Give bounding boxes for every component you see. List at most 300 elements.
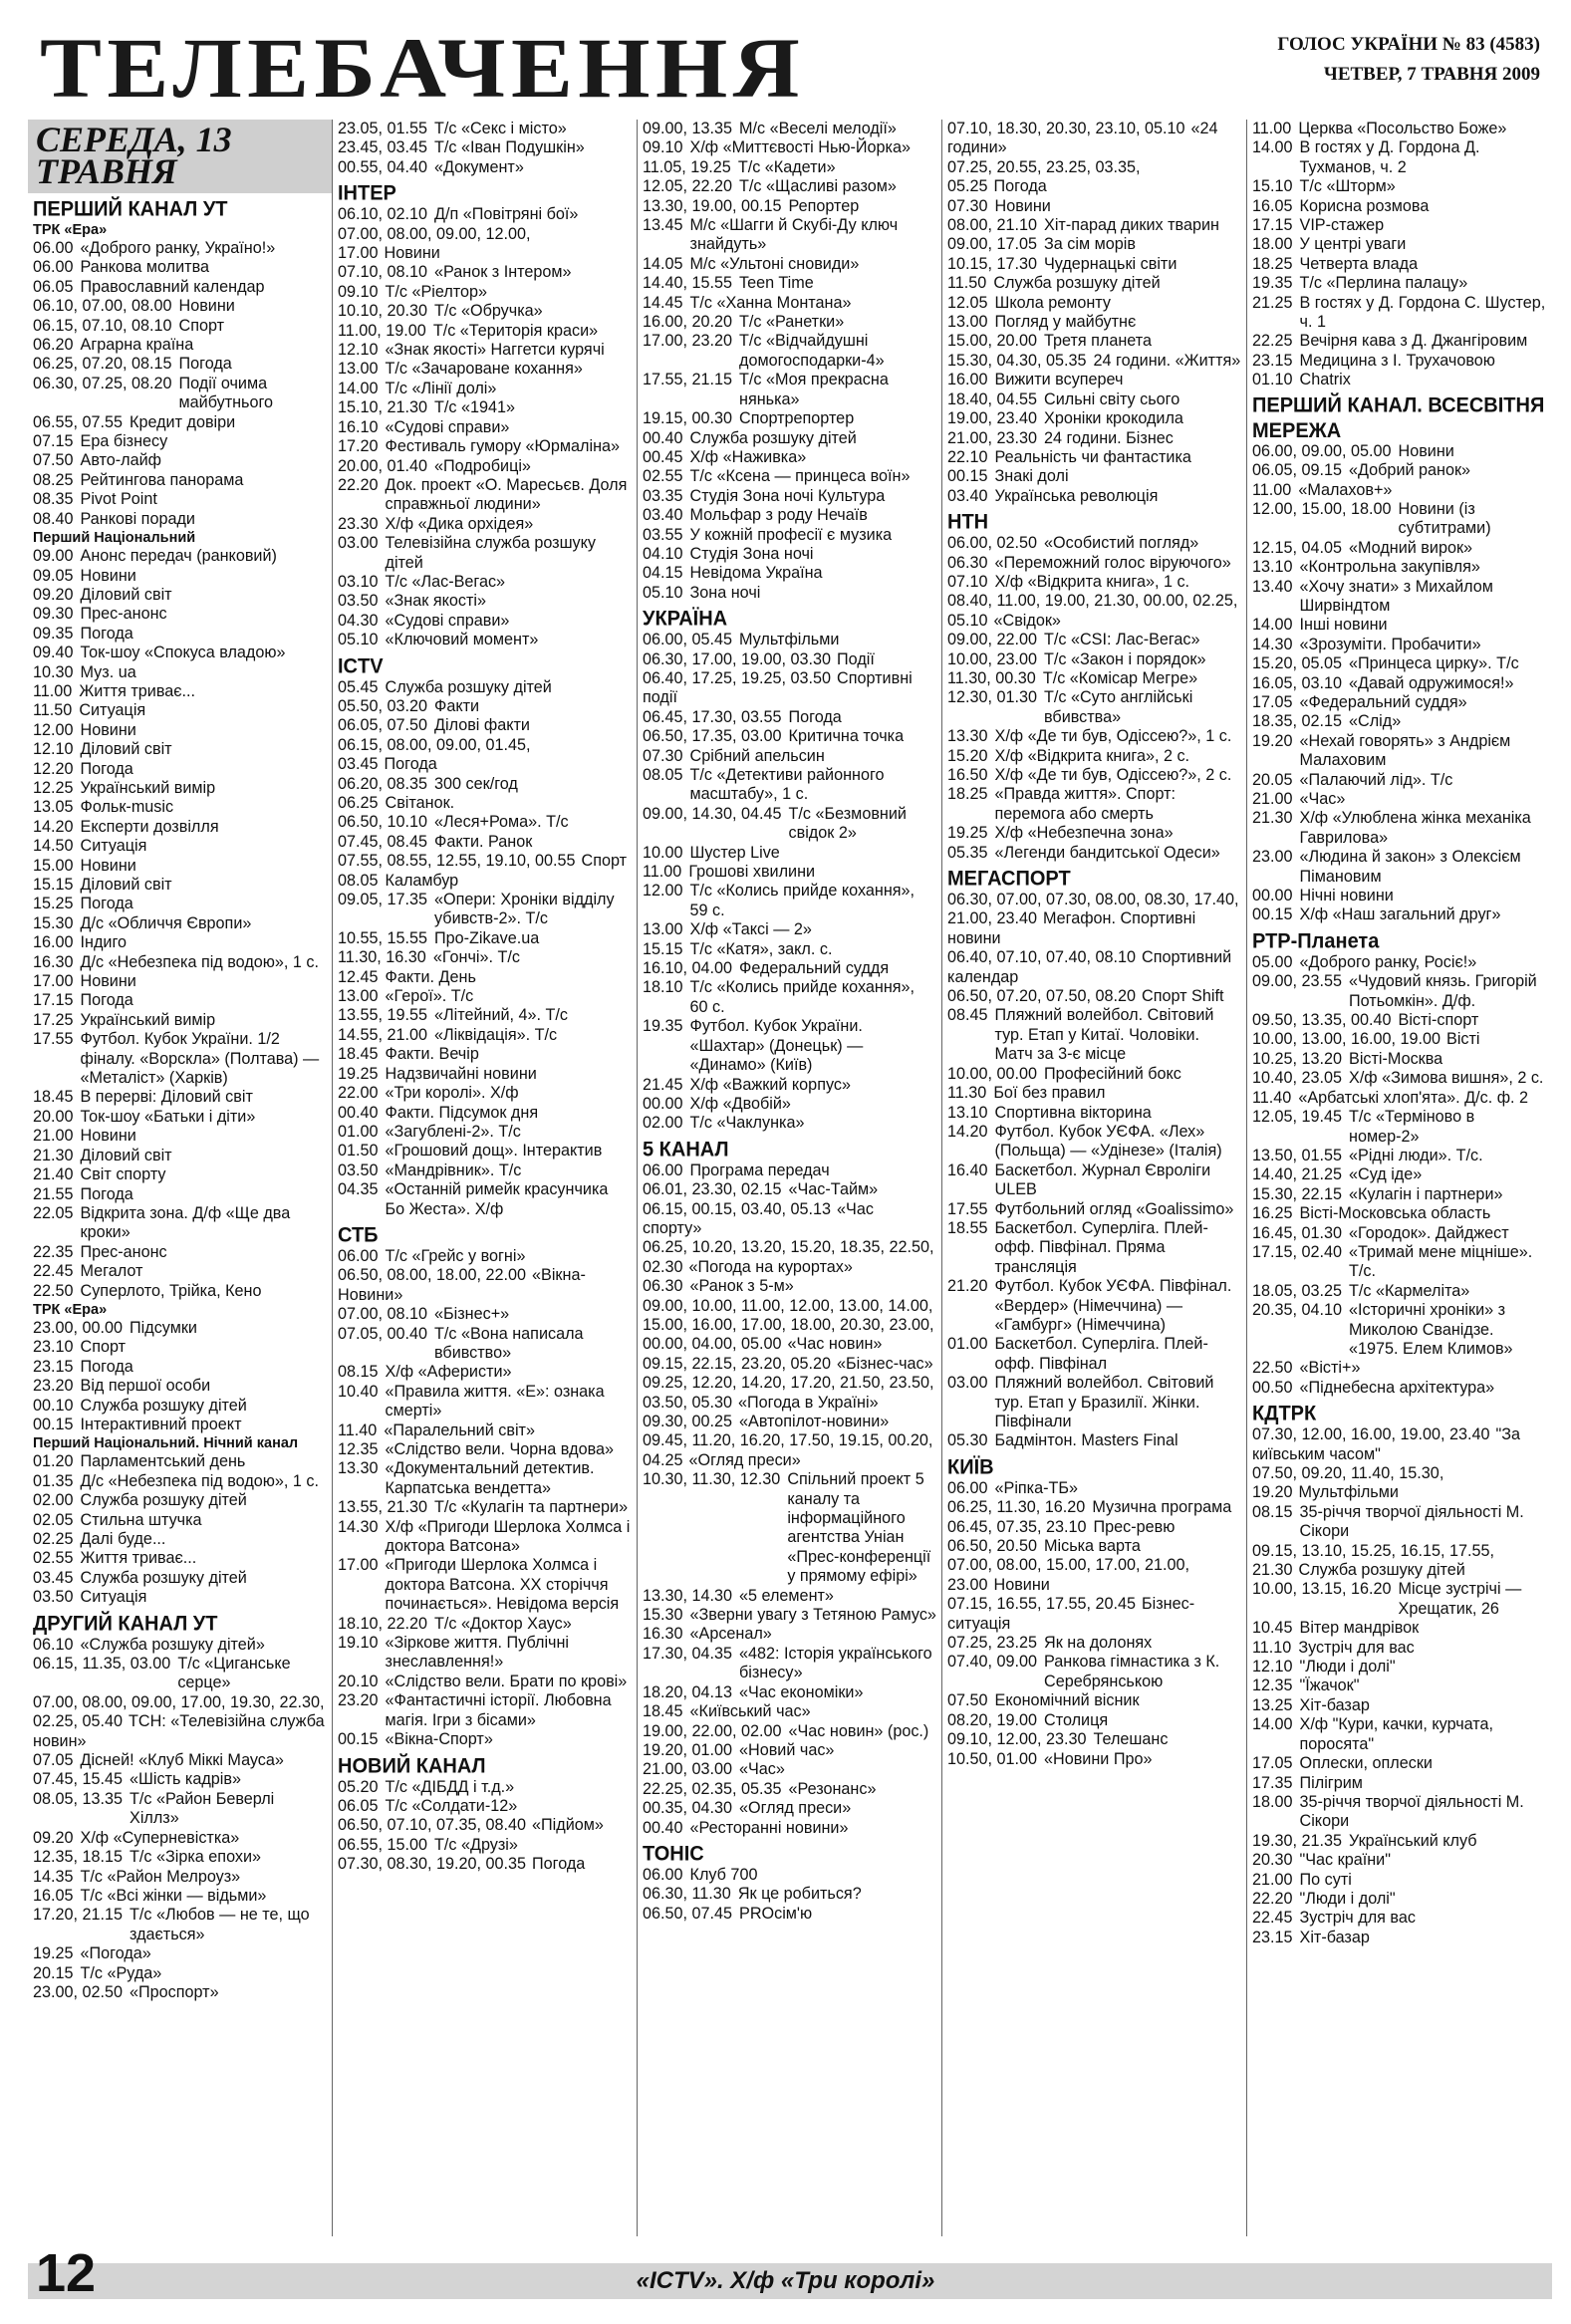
air-time: 15.15 — [643, 939, 683, 958]
program-title: Т/с «Перлина палацу» — [1299, 274, 1468, 293]
air-time: 02.05 — [33, 1510, 74, 1529]
program-title: "Їжачок" — [1299, 1677, 1360, 1695]
air-time: 09.10 — [643, 138, 683, 157]
program-title: Погода — [80, 1357, 133, 1376]
program-title: Вижити всупереч — [994, 371, 1124, 389]
program-title: Світанок. — [385, 794, 455, 812]
program-title: Ранкова молитва — [80, 258, 209, 277]
listing-entry — [947, 948, 1241, 987]
program-title: Спортивні події — [643, 668, 913, 707]
listing-entry — [947, 1200, 1241, 1219]
listing-entry — [33, 1530, 327, 1549]
air-time: 22.25 — [1252, 332, 1293, 351]
listing-entry — [1252, 1379, 1547, 1398]
air-time: 18.55 — [947, 1218, 988, 1237]
program-title: «Новини Про» — [1044, 1749, 1153, 1768]
listing-entry — [338, 1673, 632, 1691]
channel-heading: 5 КАНАЛ — [643, 1138, 729, 1162]
air-time: 06.15, 11.35, 03.00 — [33, 1655, 171, 1674]
program-title: Спортрепортер — [739, 409, 855, 428]
air-time: 07.05 — [33, 1751, 74, 1770]
program-title: «24 години» — [947, 120, 1218, 157]
listing-entry — [643, 467, 936, 486]
air-time: 06.25 — [338, 794, 379, 812]
listing-entry — [33, 336, 327, 355]
air-time: 07.30, 08.30, 19.20, 00.35 — [338, 1855, 527, 1874]
air-time: 05.10 — [643, 583, 683, 602]
air-time: 10.00, 13.15, 16.20 — [1252, 1580, 1392, 1599]
listing-entry — [33, 432, 327, 451]
listing-entry — [33, 1165, 327, 1184]
air-time: 06.50, 20.50 — [947, 1537, 1038, 1556]
program-title: Православний календар — [80, 277, 265, 296]
air-time: 09.05 — [33, 566, 74, 585]
listing-entry — [947, 1691, 1241, 1710]
program-title: Погода — [788, 707, 842, 726]
listing-entry — [338, 794, 632, 813]
masthead — [28, 18, 1552, 129]
program-title: Т/с «Лас-Вегас» — [385, 572, 506, 591]
listing-entry — [33, 721, 327, 740]
air-time: 15.10, 21.30 — [338, 398, 428, 417]
air-time: 13.10 — [947, 1103, 988, 1122]
listing-entry — [33, 1906, 327, 1944]
listing-entry — [338, 1797, 632, 1816]
air-time: 06.00, 05.45 — [643, 631, 733, 649]
air-time: 13.05 — [33, 798, 74, 817]
air-time: 22.50 — [1252, 1359, 1293, 1378]
listing-entry — [33, 644, 327, 662]
program-title: «Рідні люди». Т/с. — [1349, 1146, 1483, 1164]
sub-channel-heading: Перший Національний. Нічний канал — [33, 1435, 299, 1452]
air-time: 01.00 — [338, 1122, 379, 1141]
listing-entry — [643, 1431, 936, 1470]
listing-entry — [643, 120, 936, 138]
air-time: 03.00 — [338, 534, 379, 553]
listing-entry — [643, 747, 936, 766]
air-time: 15.10 — [1252, 177, 1293, 196]
listing-entry — [338, 1634, 632, 1673]
listing-entry — [1252, 636, 1547, 654]
air-time: 12.35 — [338, 1440, 379, 1458]
air-time: 14.45 — [643, 293, 683, 312]
air-time: 11.50 — [947, 274, 987, 293]
program-title: Служба розшуку дітей — [993, 274, 1161, 293]
listing-entry — [338, 302, 632, 321]
listing-entry — [643, 332, 936, 371]
listing-entry — [1252, 616, 1547, 635]
listing-entry — [338, 225, 632, 264]
air-time: 07.25, 23.25 — [947, 1634, 1038, 1653]
air-time: 01.20 — [33, 1452, 74, 1471]
program-title: Футбольний огляд «Goalissimo» — [994, 1199, 1234, 1218]
program-title: Пілігрим — [1299, 1773, 1363, 1792]
program-title: Погода — [80, 991, 133, 1010]
program-title: Спортивний календар — [947, 948, 1232, 986]
listing-entry — [947, 409, 1241, 428]
listing-entry — [947, 467, 1241, 486]
program-title: Український вимір — [80, 1010, 216, 1029]
program-title: Дісней! «Клуб Міккі Мауса» — [80, 1751, 284, 1770]
listing-entry — [643, 584, 936, 603]
air-time: 23.15 — [1252, 351, 1293, 370]
listing-entry — [947, 197, 1241, 216]
program-title: «Зрозуміти. Пробачити» — [1299, 635, 1481, 653]
air-time: 11.00 — [1252, 480, 1292, 499]
listing-entry — [1252, 771, 1547, 790]
program-title: Ера бізнесу — [80, 432, 168, 451]
listing-entry — [643, 564, 936, 583]
program-title: «Кулагін і партнери» — [1349, 1184, 1503, 1203]
listing-entry — [33, 1030, 327, 1088]
program-title: «Суд іде» — [1349, 1165, 1423, 1184]
program-title: Мегалот — [80, 1262, 143, 1281]
program-title: Х/ф «Де ти був, Одіссею?», 1 с. — [994, 727, 1232, 746]
air-time: 00.40 — [643, 428, 683, 447]
program-title: Вітер мандрівок — [1299, 1619, 1420, 1638]
listing-entry — [1252, 1929, 1547, 1947]
air-time: 17.35 — [1252, 1773, 1293, 1792]
air-time: 08.05 — [643, 766, 683, 784]
channel-heading: ДРУГИЙ КАНАЛ УТ — [33, 1612, 218, 1636]
listing-entry — [338, 1363, 632, 1382]
air-time: 23.45, 03.45 — [338, 138, 428, 157]
program-title: Діловий світ — [80, 1146, 172, 1164]
air-time: 09.15, 13.10, 15.25, 16.15, 17.55, 21.30 — [1252, 1541, 1495, 1580]
listing-entry — [1252, 1542, 1547, 1581]
listing-entry — [33, 471, 327, 490]
air-time: 22.05 — [33, 1203, 74, 1222]
air-time: 17.05 — [1252, 692, 1293, 711]
program-title: «Герої». Т/с — [385, 987, 474, 1006]
program-title: «Літейний, 4». Т/с — [434, 1006, 569, 1025]
listing-entry — [643, 863, 936, 882]
air-time: 06.01, 23.30, 02.15 — [643, 1180, 782, 1199]
listing-entry — [947, 573, 1241, 592]
listing-entry — [643, 1277, 936, 1296]
air-time: 19.30, 21.35 — [1252, 1831, 1343, 1850]
air-time: 09.20 — [33, 585, 74, 604]
program-title: Клуб 700 — [689, 1865, 758, 1884]
air-time: 17.15, 02.40 — [1252, 1242, 1343, 1261]
air-time: 11.40 — [1252, 1088, 1292, 1107]
program-title: Т/с «Територія краси» — [432, 321, 599, 340]
air-time: 06.15, 00.15, 03.40, 05.13 — [643, 1199, 832, 1218]
listing-entry — [338, 1325, 632, 1364]
program-title: Т/с «Секс і місто» — [434, 120, 567, 137]
listing-entry — [947, 1374, 1241, 1431]
listing-entry — [33, 451, 327, 470]
program-title: Спорт Shift — [1142, 987, 1224, 1006]
air-time: 21.30 — [1252, 809, 1293, 828]
air-time: 11.00 — [33, 681, 73, 700]
listing-entry — [1252, 1147, 1547, 1165]
channel-heading: ПЕРШИЙ КАНАЛ УТ — [33, 197, 228, 221]
listing-entry — [1252, 255, 1547, 274]
program-title: Хроніки крокодила — [1044, 409, 1183, 428]
listing-entry — [1252, 1658, 1547, 1677]
program-title: Аграрна країна — [80, 336, 194, 355]
listing-entry — [1252, 1165, 1547, 1184]
air-time: 19.20, 01.00 — [643, 1740, 733, 1759]
program-title: Хіт-базар — [1299, 1695, 1370, 1714]
listing-entry — [643, 1683, 936, 1702]
program-title: Т/с «1941» — [434, 398, 516, 417]
air-time: 17.00 — [33, 972, 74, 991]
program-title: Т/с «Район Беверлі Хіллз» — [130, 1789, 275, 1828]
air-time: 11.30, 00.30 — [947, 668, 1036, 687]
air-time: 21.00 — [1252, 1870, 1293, 1889]
air-time: 07.00, 08.00, 15.00, 17.00, 21.00, 23.00 — [947, 1556, 1190, 1594]
listing-entry — [643, 371, 936, 409]
program-title: Мегафон. Спортивні новини — [947, 909, 1196, 947]
program-title: По суті — [1299, 1870, 1352, 1889]
air-time: 10.25, 13.20 — [1252, 1049, 1343, 1068]
program-title: Т/с «Ріелтор» — [385, 282, 488, 301]
listing-entry — [947, 313, 1241, 332]
air-time: 21.55 — [33, 1184, 74, 1203]
listing-entry — [1252, 674, 1547, 693]
air-time: 01.00 — [947, 1335, 988, 1354]
listing-entry — [643, 1625, 936, 1644]
listing-entry — [643, 1017, 936, 1075]
air-time: 10.40 — [338, 1382, 379, 1401]
air-time: 23.20 — [33, 1377, 74, 1396]
air-time: 18.40, 04.55 — [947, 389, 1038, 408]
listing-entry — [33, 1282, 327, 1301]
air-time: 07.55, 08.55, 12.55, 19.10, 00.55 — [338, 852, 576, 871]
air-time: 14.40, 15.55 — [643, 274, 733, 293]
program-title: Баскетбол. Суперліга. Плей-офф. Півфінал. Пряма трансляція — [994, 1218, 1208, 1276]
air-time: 11.30, 16.30 — [338, 948, 426, 967]
listing-entry — [643, 487, 936, 506]
day-banner: СЕРЕДА, 13 ТРАВНЯ — [28, 120, 332, 193]
air-time: 15.30, 04.30, 05.35 — [947, 351, 1087, 370]
program-title: Т/с «Суто англійські вбивства» — [1044, 688, 1193, 726]
channel-heading: ПЕРШИЙ КАНАЛ. ВСЕСВІТНЯ МЕРЕЖА — [1252, 393, 1545, 442]
air-time: 00.10 — [33, 1396, 74, 1415]
air-time: 02.00 — [33, 1491, 74, 1510]
program-title: PROсім'ю — [739, 1904, 813, 1923]
listing-entry — [643, 409, 936, 428]
program-title: Студія Зона ночі — [689, 544, 814, 563]
program-title: Українська революція — [994, 486, 1159, 505]
air-time: 12.35, 18.15 — [33, 1848, 124, 1867]
program-title: Світ спорту — [80, 1165, 166, 1184]
program-title: «Особистий погляд» — [1044, 534, 1199, 553]
program-title: Служба розшуку дітей — [80, 1396, 247, 1415]
air-time: 03.40 — [947, 486, 988, 505]
listing-entry — [643, 138, 936, 157]
program-title: Футбол. Кубок УЄФА. «Лех» (Польща) — «Удінезе» (Італія) — [994, 1122, 1222, 1161]
air-time: 13.30, 14.30 — [643, 1586, 733, 1605]
air-time: 06.00 — [33, 239, 74, 257]
program-title: «Резонанс» — [788, 1779, 877, 1798]
air-time: 13.25 — [1252, 1695, 1293, 1714]
air-time: 02.00 — [643, 1114, 683, 1133]
air-time: 08.25 — [33, 470, 74, 489]
program-title: Погода — [384, 755, 437, 774]
program-title: Зустріч для вас — [1299, 1909, 1416, 1928]
air-time: 13.30 — [338, 1459, 379, 1478]
listing-entry — [643, 708, 936, 727]
program-title: Служба розшуку дітей — [689, 428, 857, 447]
program-title: Церква «Посольство Боже» — [1298, 120, 1507, 137]
listing-entry — [643, 1200, 936, 1239]
program-title: «Принцеса цирку». Т/с — [1349, 654, 1519, 673]
listing-entry — [33, 547, 327, 566]
listing-entry — [33, 625, 327, 644]
air-time: 13.00 — [338, 360, 379, 379]
program-title: Прес-анонс — [80, 1242, 167, 1261]
air-time: 03.45 — [33, 1568, 74, 1587]
program-title: Індиго — [80, 933, 127, 952]
program-title: Футбол. Кубок УЄФА. Півфінал. «Вердер» (Німеччина) — «Гамбург» (Німеччина) — [994, 1277, 1232, 1334]
program-title: Медицина з І. Трухачовою — [1299, 351, 1495, 370]
program-title: Як на долонях — [1044, 1634, 1153, 1653]
listing-entry — [338, 678, 632, 697]
listing-entry — [338, 457, 632, 476]
program-title: Події очима майбутнього — [178, 374, 274, 412]
air-time: 23.00, 00.00 — [33, 1318, 124, 1337]
program-title: "Люди і долі" — [1299, 1658, 1396, 1677]
program-title: Грошові хвилини — [688, 863, 816, 882]
listing-entry — [338, 813, 632, 832]
program-title: Х/ф «Аферисти» — [385, 1363, 512, 1382]
listing-entry — [338, 1266, 632, 1305]
listing-entry — [947, 1006, 1241, 1064]
listing-entry — [1252, 693, 1547, 712]
air-time: 06.00 — [33, 258, 74, 277]
listing-entry — [947, 294, 1241, 313]
listing-column-4 — [942, 120, 1247, 2236]
air-time: 21.25 — [1252, 293, 1293, 312]
air-time: 18.10, 22.20 — [338, 1614, 428, 1633]
program-title: «Опери: Хроніки відділу убивств-2». Т/с — [434, 891, 615, 928]
listing-entry — [33, 914, 327, 933]
air-time: 17.00 — [338, 1556, 379, 1575]
air-time: 11.50 — [33, 701, 73, 720]
air-time: 12.30, 01.30 — [947, 688, 1038, 707]
air-time: 18.35, 02.15 — [1252, 712, 1343, 731]
air-time: 22.10 — [947, 447, 988, 466]
listing-entry — [1252, 1774, 1547, 1793]
listing-entry — [643, 429, 936, 448]
program-title: «Служба розшуку дітей» — [80, 1635, 265, 1654]
program-title: Новини — [80, 720, 136, 739]
air-time: 09.25, 12.20, 14.20, 17.20, 21.50, 23.50, 03.50, 05.30 — [643, 1374, 934, 1412]
listing-entry — [33, 1636, 327, 1655]
listing-entry — [1252, 1069, 1547, 1088]
listing-entry — [338, 872, 632, 891]
program-title: Новини — [994, 196, 1051, 215]
program-title: Т/с «Колись прийде кохання», 59 с. — [689, 882, 916, 919]
listing-entry — [947, 216, 1241, 235]
air-time: 03.40 — [643, 506, 683, 525]
listing-entry — [643, 1355, 936, 1374]
air-time: 06.50, 07.10, 07.35, 08.40 — [338, 1816, 527, 1835]
program-title: Прес-ревю — [1093, 1517, 1176, 1536]
air-time: 23.15 — [33, 1357, 74, 1376]
listing-entry — [1252, 905, 1547, 924]
program-title: «Загублені-2». Т/с — [385, 1122, 521, 1141]
air-time: 15.30 — [33, 913, 74, 932]
listing-entry — [947, 1730, 1241, 1749]
listing-entry — [947, 1750, 1241, 1769]
program-title: М/с «Шагги й Скубі-Ду ключ знайдуть» — [689, 216, 899, 254]
program-title: Столиця — [1044, 1710, 1109, 1729]
air-time: 05.35 — [947, 843, 988, 862]
program-title: «Погода на курортах» — [688, 1257, 853, 1276]
air-time: 09.40 — [33, 644, 74, 662]
air-time: 06.20, 08.35 — [338, 774, 428, 793]
listing-entry — [338, 1421, 632, 1440]
air-time: 23.00, 02.50 — [33, 1982, 124, 2001]
program-title: «Вісті+» — [1299, 1359, 1361, 1378]
program-title: «Ранок з Інтером» — [434, 263, 572, 282]
program-title: Баскетбол. Суперліга. Плей-офф. Півфінал — [994, 1335, 1208, 1373]
program-title: Федеральний суддя — [739, 959, 890, 978]
air-time: 14.50 — [33, 837, 74, 856]
air-time: 15.30, 22.15 — [1252, 1184, 1343, 1203]
air-time: 06.10, 07.00, 08.00 — [33, 297, 172, 316]
listing-entry — [1252, 442, 1547, 461]
program-title: Програма передач — [689, 1161, 830, 1179]
program-title: У кожній професії є музика — [689, 525, 893, 544]
program-title: Пляжний волейбол. Світовий тур. Етап у Бразилії. Жінки. Півфінали — [994, 1374, 1214, 1430]
air-time: 08.00, 21.10 — [947, 216, 1038, 235]
program-title: Ситуація — [80, 1588, 147, 1607]
listing-entry — [33, 1204, 327, 1243]
program-title: Репортер — [788, 196, 860, 215]
listing-entry — [33, 760, 327, 779]
program-title: Ток-шоу «Спокуса владою» — [80, 644, 286, 662]
air-time: 17.55 — [947, 1199, 988, 1218]
air-time: 10.30 — [33, 662, 74, 681]
program-title: «Свідок» — [993, 611, 1061, 630]
program-title: «Судові справи» — [385, 417, 510, 436]
program-title: Як це робиться? — [737, 1885, 862, 1904]
program-title: 24 години. Бізнес — [1044, 428, 1174, 447]
air-time: 20.05 — [1252, 770, 1293, 789]
program-title: «Час спорту» — [643, 1199, 874, 1237]
air-time: 07.10 — [947, 572, 988, 591]
program-title: М/с «Веселі мелодії» — [739, 120, 897, 137]
listing-entry — [947, 390, 1241, 409]
listing-entry — [338, 360, 632, 379]
listing-entry — [1252, 1425, 1547, 1464]
air-time: 06.00 — [338, 1246, 379, 1265]
listing-entry — [33, 1452, 327, 1471]
program-title: "Час країни" — [1299, 1851, 1391, 1870]
listing-entry — [33, 740, 327, 759]
listing-entry — [1252, 1909, 1547, 1928]
listing-entry — [643, 1905, 936, 1924]
listing-entry — [33, 1655, 327, 1693]
listing-entry — [1252, 1871, 1547, 1890]
air-time: 14.00 — [1252, 616, 1293, 635]
program-title: Парламентський день — [80, 1452, 246, 1471]
program-title: «Правила життя. «Е»: ознака смерті» — [385, 1382, 605, 1420]
listing-entry — [338, 1180, 632, 1219]
listing-entry — [338, 716, 632, 735]
listing-entry — [33, 701, 327, 720]
air-time: 12.10 — [33, 740, 74, 759]
air-time: 18.45 — [33, 1088, 74, 1107]
air-time: 09.00, 17.05 — [947, 235, 1038, 254]
listing-entry — [643, 1760, 936, 1779]
air-time: 11.00 — [1252, 120, 1292, 137]
